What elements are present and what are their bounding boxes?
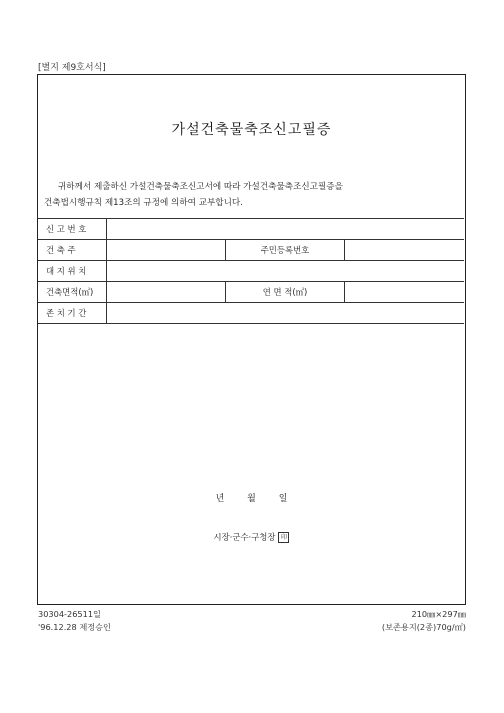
owner-value — [106, 240, 225, 261]
approval-date: '96.12.28 제정승인 — [38, 622, 111, 632]
duration-value — [106, 303, 464, 324]
paper-size: 210㎜×297㎜ — [411, 609, 466, 619]
building-area-label: 건축면적(㎡) — [38, 282, 106, 303]
building-area-value — [106, 282, 225, 303]
site-location-value — [106, 261, 464, 282]
row-duration — [38, 303, 464, 324]
row-report-number — [38, 219, 464, 240]
paper-spec: (보존용지(2종)70g/㎡) — [381, 622, 466, 632]
issue-date — [38, 491, 465, 504]
row-area — [38, 282, 464, 303]
form-reference: [별지 제9호서식] — [38, 63, 106, 73]
floor-area-value — [345, 282, 464, 303]
owner-label: 건 축 주 — [38, 240, 106, 261]
row-owner — [38, 240, 464, 261]
signer-title: 시장·군수·구청장 — [213, 532, 276, 542]
report-number-value — [106, 219, 464, 240]
body-line-1: 귀하께서 제출하신 가설건축물축조신고서에 따라 가설건축물축조신고필증을 — [58, 182, 343, 192]
body-line-2: 건축법시행규칙 제13조의 규정에 의하여 교부합니다. — [44, 198, 243, 208]
month-label: 월 — [247, 494, 256, 504]
resident-number-value — [345, 240, 464, 261]
duration-label: 존 치 기 간 — [38, 303, 106, 324]
day-label: 일 — [278, 494, 288, 504]
site-location-label: 대 지 위 치 — [38, 261, 106, 282]
document-title: 가설건축물축조신고필증 — [171, 122, 332, 138]
info-table — [38, 218, 464, 324]
floor-area-label: 연 면 적(㎡) — [225, 282, 344, 303]
form-code: 30304-26511일 — [38, 609, 101, 619]
certificate-frame — [37, 74, 466, 605]
signer-line — [38, 531, 465, 543]
row-site-location — [38, 261, 464, 282]
resident-number-label: 주민등록번호 — [225, 240, 344, 261]
certificate-body — [44, 179, 459, 211]
seal-mark: 印 — [278, 532, 289, 543]
report-number-label: 신 고 번 호 — [38, 219, 106, 240]
year-label: 년 — [215, 494, 225, 504]
